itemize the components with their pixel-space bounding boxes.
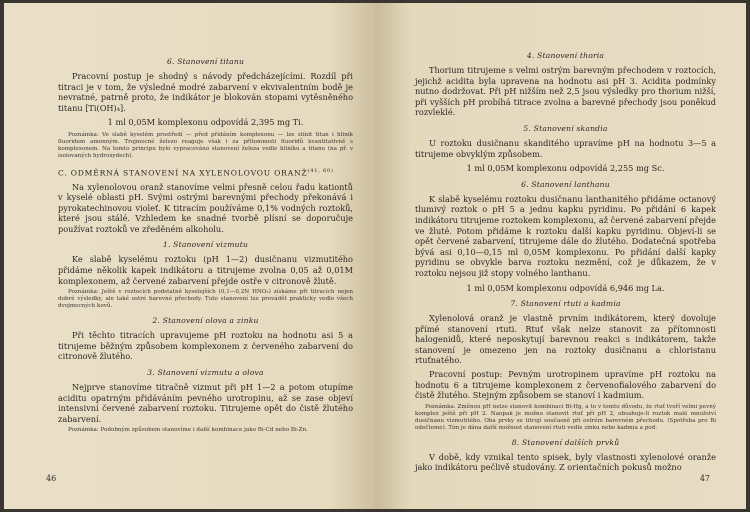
note: Poznámka. Změnou pH nelze stanovit kombinaci Bi-Hg, a to v tomto důvodu, že rtuť tvoří velmi pevný komplex ještě při pH 2. Naopak je možno stanovit rtuť při pH 2, obsahuje-li roztok malé množství dusičnanu vizmutitého. Oba prvky se titrují současně při ostrém barevném přechodu. (Spotřeba pro Bi odečteme). Tím je dána další možnost stanovení rtuti vedle zinku nebo kadmia a pod.: [415, 403, 716, 431]
heading-lead-zinc: 2. Stanovení olova a zinku: [152, 316, 259, 326]
section-title: C. ODMĚRNÁ STANOVENÍ NA XYLENOLOVOU ORANŽ: [58, 168, 308, 178]
paragraph: Při těchto titracích upravujeme pH roztoku na hodnotu asi 5 a titrujeme běžným způsobem komplexonem z červeného zabarvení do citronově žlutého.: [58, 330, 353, 362]
heading-titanium: 6. Stanovení titanu: [166, 57, 245, 66]
heading-thorium: 4. Stanovení thoria: [526, 51, 605, 60]
open-book: [4, 3, 746, 509]
paragraph: Thorium titrujeme s velmi ostrým barevným přechodem v roztocích, jejichž acidita byla upravena na hodnotu asi pH 3. Acidita podmínky nutno dodržovat. Při pH nižším než 2,5 jsou výsledky pro thorium nižší, při vyšších pH probíhá titrace zvolna a barevné přechody jsou poněkud rozvleklé.: [415, 65, 716, 118]
equivalence-line: 1 ml 0,05M komplexonu odpovídá 2,395 mg Ti.: [107, 117, 304, 128]
note: Poznámka: Ve slabě kyselém prostředí — před přidáním komplexonu — lze stínit titan i hliník fluoridem amonným. Trojmocné železo reaguje však i za přítomnosti fluoridů kvantitativně s komplexonem. Na tomto principu bylo vypracováno stanovení železa vedle hliníku a titanu (na př. v isolovaných hydroxydech).: [58, 131, 353, 159]
heading-bismuth-lead: 3. Stanovení vizmutu a olova: [147, 368, 264, 378]
equivalence-line: 1 ml 0,05M komplexonu odpovídá 2,255 mg Sc.: [466, 163, 665, 174]
page-number: 47: [699, 474, 710, 483]
left-page: [4, 3, 375, 509]
heading-lanthanum: 6. Stanovení lanthanu: [521, 179, 610, 189]
heading-other-elements: 8. Stanovení dalších prvků: [511, 437, 620, 447]
paragraph: Xylenolová oranž je vlastně prvním indikátorem, který dovoluje přímé stanovení rtuti. Rtuť však nelze stanovit za přítomnosti halogenidů, které neposkytují barevnou reakci s indikátorem, takže stanovení je omezeno jen na roztoky dusičnanu a chloristanu rtuťnatého.: [415, 313, 716, 366]
heading-mercury-cadmium: 7. Stanovení rtuti a kadmia: [510, 299, 621, 309]
paragraph: Na xylenolovou oranž stanovíme velmi přesně celou řadu kationtů v kyselé oblasti pH. Svými ostrými barevnými přechody překonává i pyrokatechinovou violeť. K titracím používáme 0,1% vodných roztoků, které jsou stálé. Vzhledem ke snadné tvorbě plísní se doporučuje používat roztoků ve zředěném alkoholu.: [58, 181, 353, 234]
note: Poznámka: Ještě v roztocích podstatně kyselejších (0,1—0,2N HNO₃) získáme při titracích nejen dobré výsledky, ale také ostré barevné přechody. Tuto stanovení lze provádět prakticky vedle všech dvojmocných kovů.: [58, 289, 353, 310]
paragraph: Pracovní postup: Pevným urotropinem upravíme pH roztoku na hodnotu 6 a titrujeme komplexonem z červenofialového zabarvení do čistě žlutého. Stejným způsobem se stanoví i kadmium.: [415, 369, 716, 401]
section-heading-c: [58, 168, 353, 178]
paragraph: V době, kdy vznikal tento spisek, byly vlastnosti xylenolové oranže jako indikátoru pečlivě studovány. Z orientačních pokusů možno: [415, 451, 716, 473]
paragraph: Pracovní postup je shodný s návody předcházejícími. Rozdíl při titraci je v tom, že výsledné modré zabarvení v ekvivalentním bodě je nevratné, patrně proto, že indikátor je blokován stopami vytěsněného titanu [Ti(OH)₄].: [58, 71, 353, 113]
paragraph: Ke slabě kyselému roztoku (pH 1—2) dusičnanu vizmutitého přidáme několik kapek indikátoru a titrujeme zvolna 0,05 až 0,01M komplexonem, až červené zabarvení přejde ostře v citronově žlutě.: [58, 254, 353, 286]
section-ref: (41, 60): [307, 167, 334, 174]
equivalence-line: 1 ml 0,05M komplexonu odpovídá 6,946 mg La.: [466, 282, 665, 293]
page-number: 46: [46, 474, 57, 483]
heading-bismuth: 1. Stanovení vizmutu: [162, 240, 249, 250]
right-page: [375, 3, 746, 509]
paragraph: K slabě kyselému roztoku dusičnanu lanthanitého přidáme octanový tlumivý roztok o pH 5 a jednu kapku pyridinu. Po přidání 6 kapek indikátoru titrujeme roztokem komplexonu, až červené zabarvení přejde ve žluté. Potom přidáme k roztoku další kapku pyridinu. Objeví-li se opět červené zabarvení, titrujeme dále do žlutého. Dodatečná spotřeba bývá asi 0,10—0,15 ml 0,05M komplexonu. Po přidání další kapky pyridinu se obvykle barva roztoku nezmění, což je důkazem, že v roztoku nejsou již stopy volného lanthanu.: [415, 193, 716, 278]
paragraph: U roztoku dusičnanu skanditého upravíme pH na hodnotu 3—5 a titrujeme obvyklým způsobem.: [415, 137, 716, 159]
heading-scandium: 5. Stanovení skandia: [523, 123, 608, 133]
paragraph: Nejprve stanovíme titračně vizmut při pH 1—2 a potom otupíme aciditu opatrným přidáváním pevného urotropinu, až se zase objeví intensivní červené zabarvení roztoku. Titrujeme opět do čistě žlutého zabarvení.: [58, 382, 353, 424]
note: Poznámka: Podobným způsobem stanovíme i další kombinace jako Bi-Cd nebo Bi-Zn.: [68, 427, 308, 434]
